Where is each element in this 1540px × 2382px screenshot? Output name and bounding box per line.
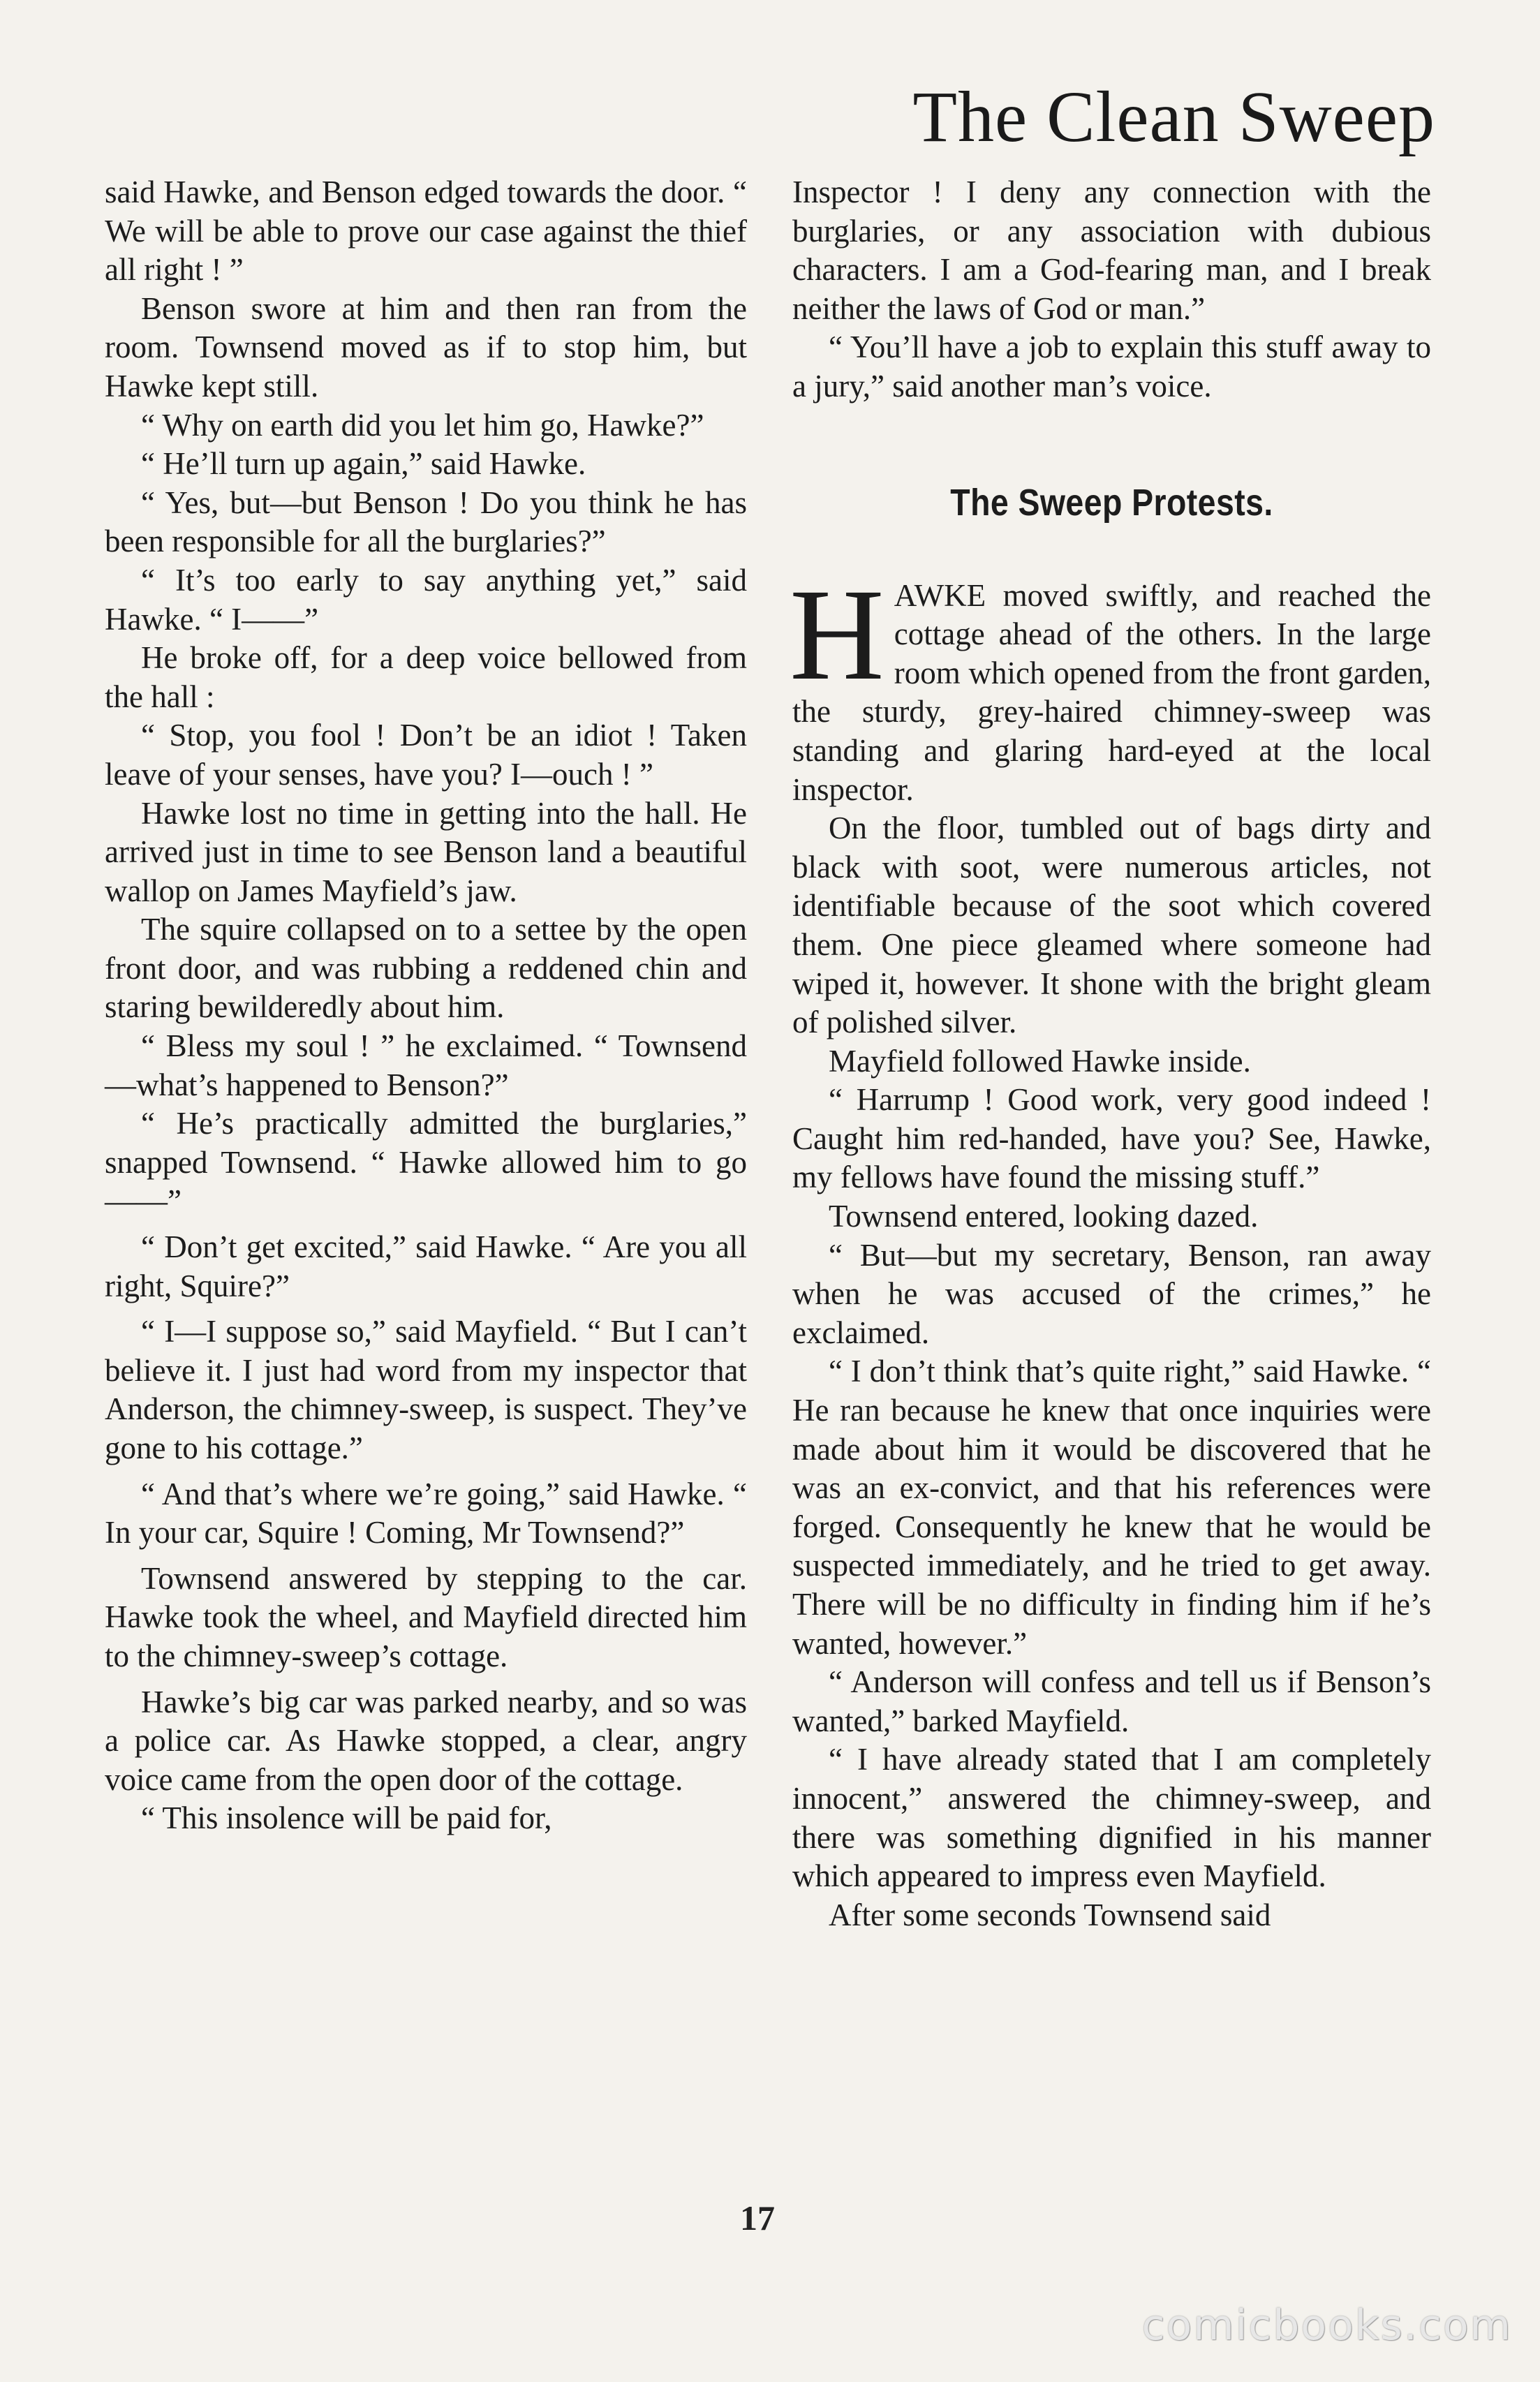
paragraph: “ Why on earth did you let him go, Hawke?”	[141, 407, 704, 443]
paragraph: “ You’ll have a job to explain this stuff away to a jury,” said another man’s voice.	[792, 330, 1431, 404]
paragraph: said Hawke, and Benson edged towards the door. “ We will be able to prove our case against the thief all right ! ”	[105, 175, 747, 288]
paragraph: “ Harrump ! Good work, very good indeed ! Caught him red-handed, have you? See, Hawke, my fellows have found the missing stuff.”	[792, 1082, 1431, 1195]
paragraph: “ He’s practically admitted the burglaries,” snapped Townsend. “ Hawke allowed him to go——”	[105, 1106, 747, 1219]
paragraph: “ Anderson will confess and tell us if Benson’s wanted,” barked Mayfield.	[792, 1664, 1431, 1738]
page-number: 17	[740, 2198, 775, 2237]
paragraph: “ Don’t get excited,” said Hawke. “ Are you all right, Squire?”	[105, 1229, 747, 1303]
paragraph: “ Bless my soul ! ” he exclaimed. “ Townsend—what’s happened to Benson?”	[105, 1028, 747, 1102]
paragraph: “ But—but my secretary, Benson, ran away when he was accused of the crimes,” he exclaimed.	[792, 1237, 1431, 1350]
paragraph: “ Yes, but—but Benson ! Do you think he has been responsible for all the burglaries?”	[105, 484, 747, 559]
paragraph: “ I—I suppose so,” said Mayfield. “ But I can’t believe it. I just had word from my inspector that Anderson, the chimney-sweep, is suspect. They’ve gone to his cottage.”	[105, 1314, 747, 1465]
paragraph: Hawke’s big car was parked nearby, and so was a police car. As Hawke stopped, a clear, angry voice came from the open door of the cottage.	[105, 1684, 747, 1797]
paragraph: “ He’ll turn up again,” said Hawke.	[141, 446, 586, 482]
page-header-title: The Clean Sweep	[912, 77, 1435, 157]
left-column	[105, 173, 747, 1838]
paragraph: He broke off, for a deep voice bellowed from the hall :	[105, 640, 747, 714]
paragraph: Townsend entered, looking dazed.	[829, 1199, 1259, 1234]
paragraph: “ It’s too early to say anything yet,” said Hawke. “ I——”	[105, 562, 747, 637]
paragraph: Benson swore at him and then ran from the room. Townsend moved as if to stop him, but Hawke kept still.	[105, 290, 747, 404]
paragraph: “ Stop, you fool ! Don’t be an idiot ! Taken leave of your senses, have you? I—ouch ! ”	[105, 718, 747, 792]
paragraph: After some seconds Townsend said	[829, 1897, 1271, 1932]
paragraph: On the floor, tumbled out of bags dirty and black with soot, were numerous articles, not identifiable because of the soot which covered them. One piece gleamed where someone had wiped it, however. It shone with the bright gleam of polished silver.	[792, 811, 1431, 1040]
section-heading: The Sweep Protests.	[950, 481, 1273, 524]
paragraph: The squire collapsed on to a settee by the open front door, and was rubbing a reddened chin and staring bewilderedly about him.	[105, 912, 747, 1025]
paragraph: Inspector ! I deny any connection with the burglaries, or any association with dubious characters. I am a God-fearing man, and I break neither the laws of God or man.”	[792, 175, 1431, 326]
paragraph: Hawke lost no time in getting into the hall. He arrived just in time to see Benson land a beautiful wallop on James Mayfield’s jaw.	[105, 795, 747, 908]
opening-paragraph-text: AWKE moved swiftly, and reached the cottage ahead of the others. In the large room which opened from the front garden, the sturdy, grey-haired chimney-sweep was standing and glaring hard-eyed at the local inspector.	[792, 577, 1431, 807]
paragraph: Townsend answered by stepping to the car. Hawke took the wheel, and Mayfield directed him to the chimney-sweep’s cottage.	[105, 1560, 747, 1673]
paragraph: Mayfield followed Hawke inside.	[829, 1043, 1251, 1079]
watermark-text: comicbooks.com	[1141, 2301, 1512, 2350]
paragraph: “ This insolence will be paid for,	[141, 1800, 552, 1836]
paragraph: “ And that’s where we’re going,” said Hawke. “ In your car, Squire ! Coming, Mr Townsend?”	[105, 1476, 747, 1551]
paragraph: “ I don’t think that’s quite right,” said Hawke. “ He ran because he knew that once inquiries were made about him it would be discovered that he was an ex-convict, and that his references were forged. Consequently he knew that he would be suspected immediately, and he tried to get away. There will be no difficulty in finding him if he’s wanted, however.”	[792, 1354, 1431, 1661]
opening-paragraph	[790, 561, 1431, 810]
drop-cap: H	[790, 561, 884, 707]
right-column	[792, 173, 1431, 1935]
paragraph: “ I have already stated that I am completely innocent,” answered the chimney-sweep, and there was something dignified in his manner which appeared to impress even Mayfield.	[792, 1742, 1431, 1894]
